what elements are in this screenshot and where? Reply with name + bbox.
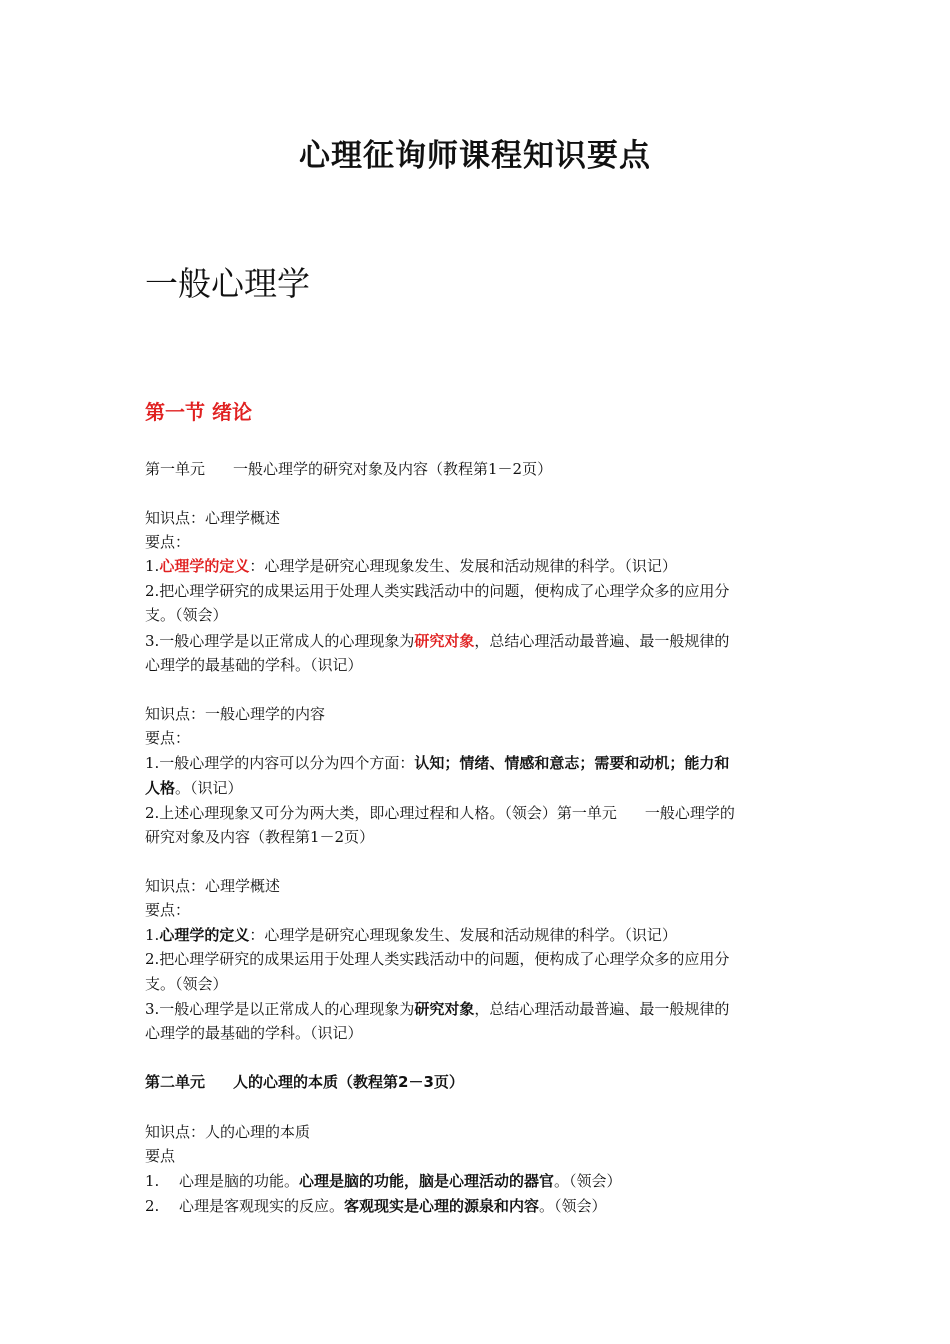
- kp2-item1-bold: 认知；情绪、情感和意志；需要和动机；能力和: [414, 754, 730, 772]
- unit2-label: 第二单元: [145, 1073, 206, 1091]
- kp1-item3-post: ，总结心理活动最普遍、最一般规律的: [474, 632, 730, 650]
- kp3-item1: [145, 923, 810, 947]
- kp1-item1-rest: ：心理学是研究心理现象发生、发展和活动规律的科学。（识记）: [249, 557, 677, 575]
- kp4-item1-num: 1.: [145, 1172, 160, 1190]
- kp4-item2-pre: 心理是客观现实的反应。: [179, 1197, 345, 1215]
- kp2-item2-pre: 2.上述心理现象又可分为两大类，即心理过程和人格。（领会）第一单元: [145, 804, 617, 822]
- part-title: 一般心理学: [145, 264, 310, 303]
- kp2-item2-line2: 研究对象及内容（教程第1－2页）: [145, 828, 375, 846]
- kp3-item3-pre: 3.一般心理学是以正常成人的心理现象为: [145, 1000, 415, 1018]
- kp3-item1-num: 1.: [145, 926, 160, 944]
- kp1-item3-line1: [145, 629, 810, 653]
- kp2-item1-line2: [145, 776, 810, 800]
- kp3-item3-post: ，总结心理活动最普遍、最一般规律的: [474, 1000, 730, 1018]
- kp3-yaodian: 要点：: [145, 901, 191, 919]
- kp4-item2-post: 。（领会）: [539, 1197, 607, 1215]
- kp4-item2: [145, 1194, 810, 1218]
- kp1-item3-pre: 3.一般心理学是以正常成人的心理现象为: [145, 632, 415, 650]
- kp1-item3-term: 研究对象: [414, 632, 475, 650]
- unit1-label: 第一单元: [145, 460, 206, 478]
- kp2-item1-line2-rest: 。（识记）: [175, 779, 243, 797]
- kp3-item2-line1: 2.把心理学研究的成果运用于处理人类实践活动中的问题，便构成了心理学众多的应用分: [145, 950, 730, 968]
- kp2-item1-pre: 1.一般心理学的内容可以分为四个方面：: [145, 754, 415, 772]
- kp1-item2-line2: 支。（领会）: [145, 606, 228, 624]
- unit1-text: 一般心理学的研究对象及内容（教程第1－2页）: [233, 460, 553, 478]
- kp4-item2-num: 2.: [145, 1197, 160, 1215]
- kp4-heading: 知识点：人的心理的本质: [145, 1123, 311, 1141]
- kp1-item2-line1: 2.把心理学研究的成果运用于处理人类实践活动中的问题，便构成了心理学众多的应用分: [145, 582, 730, 600]
- kp2-yaodian: 要点：: [145, 729, 191, 747]
- kp3-item3-line2: 心理学的最基础的学科。（识记）: [145, 1024, 363, 1042]
- unit1-heading: [145, 457, 810, 481]
- kp3-heading: 知识点：心理学概述: [145, 877, 281, 895]
- unit2-heading: [145, 1070, 810, 1094]
- kp2-heading: 知识点：一般心理学的内容: [145, 705, 326, 723]
- kp2-item1-line2-bold: 人格: [145, 779, 176, 797]
- kp2-item2-line1: [145, 801, 810, 825]
- kp1-item3-line2: 心理学的最基础的学科。（识记）: [145, 656, 363, 674]
- kp3-item1-term: 心理学的定义: [159, 926, 250, 944]
- section-title: 第一节 绪论: [145, 400, 252, 424]
- kp4-item1-post: 。（领会）: [554, 1172, 622, 1190]
- kp3-item2-line2: 支。（领会）: [145, 975, 228, 993]
- kp1-item1: [145, 554, 810, 578]
- kp3-item3-line1: [145, 997, 810, 1021]
- kp1-item1-num: 1.: [145, 557, 160, 575]
- kp1-item1-term: 心理学的定义: [159, 557, 250, 575]
- kp4-yaodian: 要点: [145, 1147, 176, 1165]
- kp3-item1-rest: ：心理学是研究心理现象发生、发展和活动规律的科学。（识记）: [249, 926, 677, 944]
- kp1-yaodian: 要点：: [145, 533, 191, 551]
- kp4-item1-pre: 心理是脑的功能。: [179, 1172, 300, 1190]
- unit2-text: 人的心理的本质（教程第2－3页）: [233, 1073, 464, 1091]
- document-title: 心理征询师课程知识要点: [299, 138, 651, 174]
- kp3-item3-term: 研究对象: [414, 1000, 475, 1018]
- kp1-heading: 知识点：心理学概述: [145, 509, 281, 527]
- kp2-item1-line1: [145, 751, 810, 775]
- kp4-item1-bold: 心理是脑的功能，脑是心理活动的器官: [299, 1172, 555, 1190]
- kp4-item2-bold: 客观现实是心理的源泉和内容: [344, 1197, 540, 1215]
- kp4-item1: [145, 1169, 810, 1193]
- kp2-item2-post: 一般心理学的: [644, 804, 735, 822]
